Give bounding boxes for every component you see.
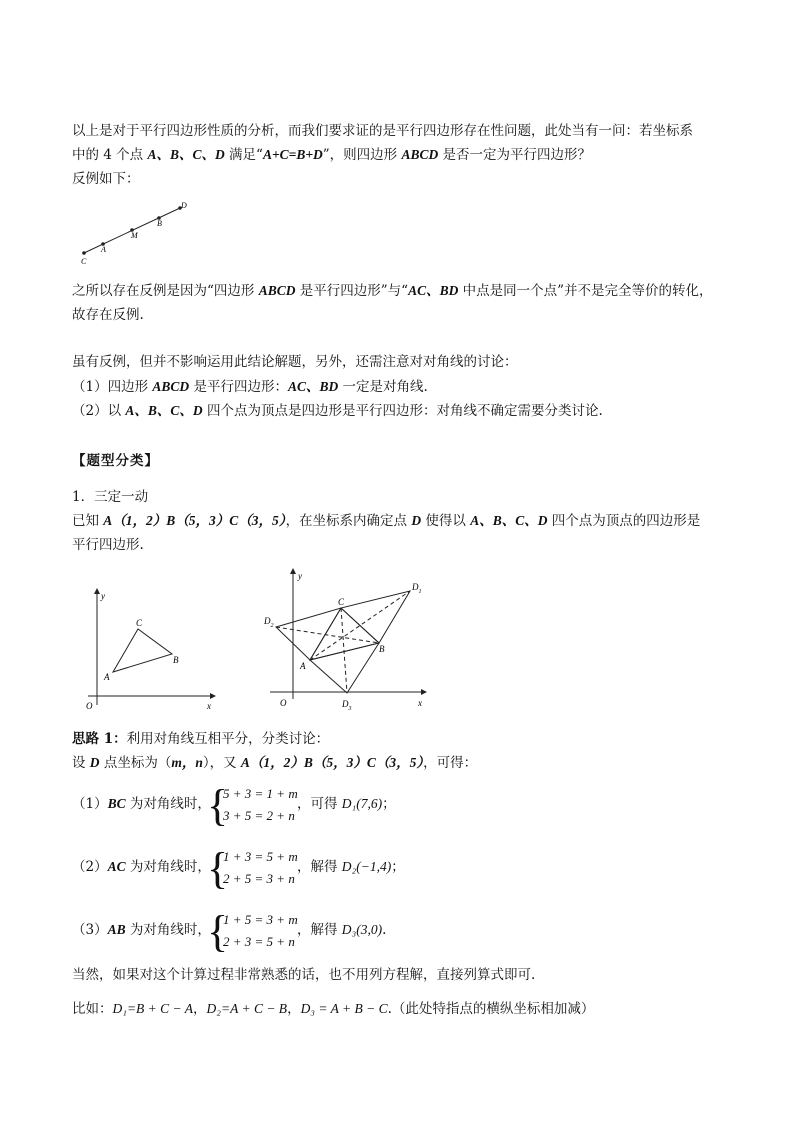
fig2-point-d2: $D_2$ [264,616,274,629]
fig1-y-label: y [101,591,105,601]
fig2-point-a: A [300,661,306,671]
example-line: 比如：D₁=B + C − A，D₂=A + C − B，D₃ = A + B − C.（此处特指点的横纵坐标相加减） [72,1001,595,1017]
point-label-m: M [131,231,138,240]
figure-parallelograms [258,565,430,715]
intro-line-2: 中的 4 个点 A、B、C、D 满足“A+C=B+D”，则四边形 ABCD 是否一定为平行四边形？ [72,147,592,163]
point-label-c: C [81,257,87,266]
section-title: 【题型分类】 [72,453,159,469]
reason-line-1: 之所以存在反例是因为“四边形 ABCD 是平行四边形”与“AC、BD 中点是同一个点”并不是完全等价的转化， [72,283,713,299]
fig2-origin: O [280,698,287,708]
case-3-label: （3）AB 为对角线时， [72,922,211,938]
problem-line-2: 平行四边形. [72,537,144,553]
idea-line: 思路 1：利用对角线互相平分，分类讨论： [72,731,330,747]
note-line-1: 虽有反例，但并不影响运用此结论解题，另外，还需注意对对角线的讨论： [72,354,518,370]
figure-triangle [78,585,218,720]
fig1-x-label: x [207,701,211,711]
fig1-point-c: C [136,618,143,628]
counterexample-figure [72,198,202,266]
case-3-system: 1 + 5 = 3 + m 2 + 3 = 5 + n [223,912,298,949]
fig1-point-b: B [173,655,179,665]
fig2-point-d1: $D_1$ [412,582,422,595]
remark-line: 当然，如果对这个计算过程非常熟悉的话，也不用列方程解，直接列算式即可. [72,967,536,983]
case-2-label: （2）AC 为对角线时， [72,859,211,875]
point-label-a: A [101,245,106,254]
problem-heading: 1．三定一动 [72,489,149,505]
note-item-2: （2）以 A、B、C、D 四个点为顶点是四边形是平行四边形：对角线不确定需要分类讨论. [72,403,603,419]
fig2-x-label: x [418,698,422,708]
intro-line-1: 以上是对于平行四边形性质的分析，而我们要求证的是平行四边形存在性问题，此处当有一问：若坐标系 [72,123,693,139]
fig2-point-c: C [338,597,345,607]
intro-line-3: 反例如下： [72,171,140,187]
setup-line: 设 D 点坐标为（m，n），又 A（1，2）B（5，3）C（3，5），可得： [72,755,478,771]
fig2-point-d3: $D_3$ [342,699,352,712]
reason-line-2: 故存在反例. [72,307,144,323]
fig2-point-b: B [379,644,385,654]
case-2-system: 1 + 3 = 5 + m 2 + 5 = 3 + n [223,849,298,886]
fig1-point-a: A [104,672,110,682]
point-label-b: B [157,219,162,228]
case-1-label: （1）BC 为对角线时， [72,796,211,812]
case-3-result: ，解得 D₃(3,0). [297,922,387,938]
case-2-result: ，解得 D₂(−1,4)； [297,859,405,875]
note-item-1: （1）四边形 ABCD 是平行四边形：AC、BD 一定是对角线. [72,379,428,395]
case-1-result: ，可得 D₁(7,6)； [297,796,396,812]
case-3-brace: { [207,907,229,956]
fig1-origin: O [86,701,93,711]
case-1-system: 5 + 3 = 1 + m 3 + 5 = 2 + n [223,786,298,823]
case-2-brace: { [207,844,229,893]
fig2-y-label: y [298,571,302,581]
point-label-d: D [181,201,187,210]
problem-line-1: 已知 A（1，2）B（5，3）C（3，5），在坐标系内确定点 D 使得以 A、B、C、D 四个点为顶点的四边形是 [72,513,701,529]
case-1-brace: { [207,781,229,830]
